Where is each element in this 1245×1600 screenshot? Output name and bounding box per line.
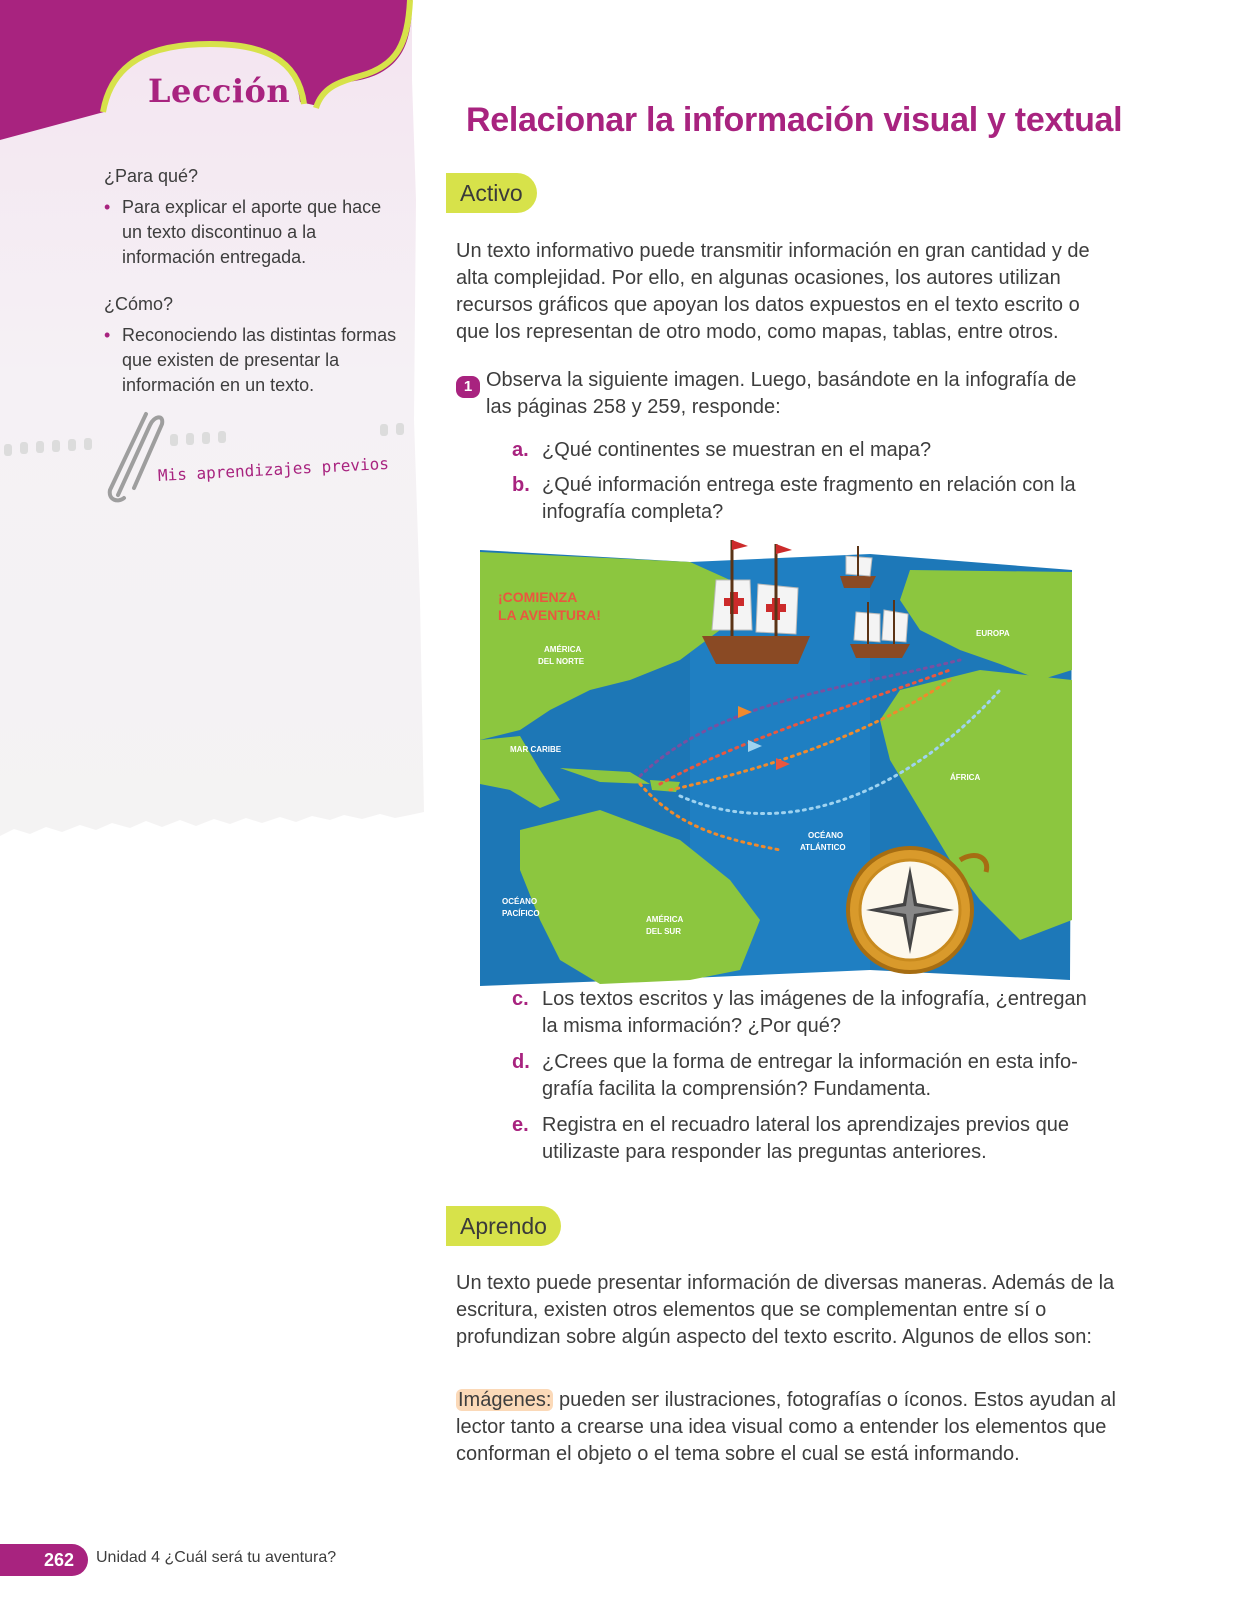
unit-title: Unidad 4 ¿Cuál será tu aventura? [96,1549,337,1566]
activity-number-badge: 1 [456,376,480,398]
question-item [512,472,1102,526]
question-letter: b. [512,474,530,496]
map-label-oceano-pacifico: PACÍFICO [502,909,540,918]
map-label-africa: ÁFRICA [950,773,981,782]
map-label-oceano-atlantico: ATLÁNTICO [800,843,846,852]
como-heading: ¿Cómo? [104,294,174,314]
map-label-america-sur: AMÉRICA [646,915,684,924]
para-que-item: • Para explicar el aporte que hace un texto discontinuo a la información entregada. [104,195,404,270]
question-text: Registra en el recuadro lateral los aprendizajes previos que utilizaste para responder las preguntas anteriores. [542,1114,1069,1163]
map-banner-line1: ¡COMIENZA [498,589,578,605]
imagenes-term: Imágenes: [458,1389,552,1411]
map-label-america-sur: DEL SUR [646,927,681,936]
aprendo-paragraph: Un texto puede presentar información de diversas maneras. Además de la escritura, existen otros elementos que se complementan entre sí o profundizan sobre algún aspecto del texto escrito. Algunos de ellos son: [456,1272,1115,1348]
para-que-list [104,195,404,270]
map-banner-line2: LA AVENTURA! [498,607,601,623]
question-item [512,1049,1102,1103]
previous-learning-label: Mis aprendizajes previos [157,453,390,485]
activity-instruction: Observa la siguiente imagen. Luego, basándote en la infografía de las páginas 258 y 259, responde: [486,369,1077,418]
imagenes-paragraph [456,1387,1116,1468]
map-label-america-norte: DEL NORTE [538,657,585,666]
aprendo-label: Aprendo [446,1206,561,1246]
question-letter: d. [512,1051,530,1073]
question-item [512,1112,1102,1166]
page-number: 262 [0,1544,88,1576]
map-label-europa: EUROPA [976,629,1010,638]
activo-label: Activo [446,173,537,213]
question-text: ¿Qué información entrega este fragmento en relación con la infografía completa? [542,474,1076,523]
page-title: Relacionar la información visual y textual [466,101,1123,139]
question-text: ¿Qué continentes se muestran en el mapa? [542,439,932,461]
question-letter: c. [512,988,529,1010]
question-item [512,986,1102,1040]
question-text: Los textos escritos y las imágenes de la infografía, ¿entregan la misma información? ¿Por qué? [542,988,1087,1037]
question-item [512,437,1102,464]
sidebar-objectives [104,160,404,398]
map-label-oceano-pacifico: OCÉANO [502,897,538,906]
map-label-america-norte: AMÉRICA [544,645,582,654]
lesson-label: Lección [148,72,291,110]
voyage-map-illustration [480,540,1100,1010]
question-letter: e. [512,1114,529,1136]
question-text: ¿Crees que la forma de entregar la información en esta info-grafía facilita la comprensión? Fundamenta. [542,1051,1078,1100]
map-label-mar-caribe: MAR CARIBE [510,745,562,754]
como-list [104,323,404,398]
intro-paragraph: Un texto informativo puede transmitir información en gran cantidad y de alta complejidad. Por ello, en algunas ocasiones, los autores utilizan recursos gráficos que apoyan los datos expuestos en el texto escrito o que los representan de otro modo, como mapas, tablas, entre otros. [456,240,1090,343]
map-label-oceano-atlantico: OCÉANO [808,831,844,840]
question-letter: a. [512,439,529,461]
imagenes-definition: pueden ser ilustraciones, fotografías o íconos. Estos ayudan al lector tanto a crearse una idea visual como a entender los elementos que conforman el objeto o el tema sobre el cual se está informando. [456,1389,1116,1465]
sidebar-paper [0,0,440,880]
para-que-heading: ¿Para qué? [104,166,199,186]
como-item: • Reconociendo las distintas formas que existen de presentar la información en un texto. [104,323,404,398]
